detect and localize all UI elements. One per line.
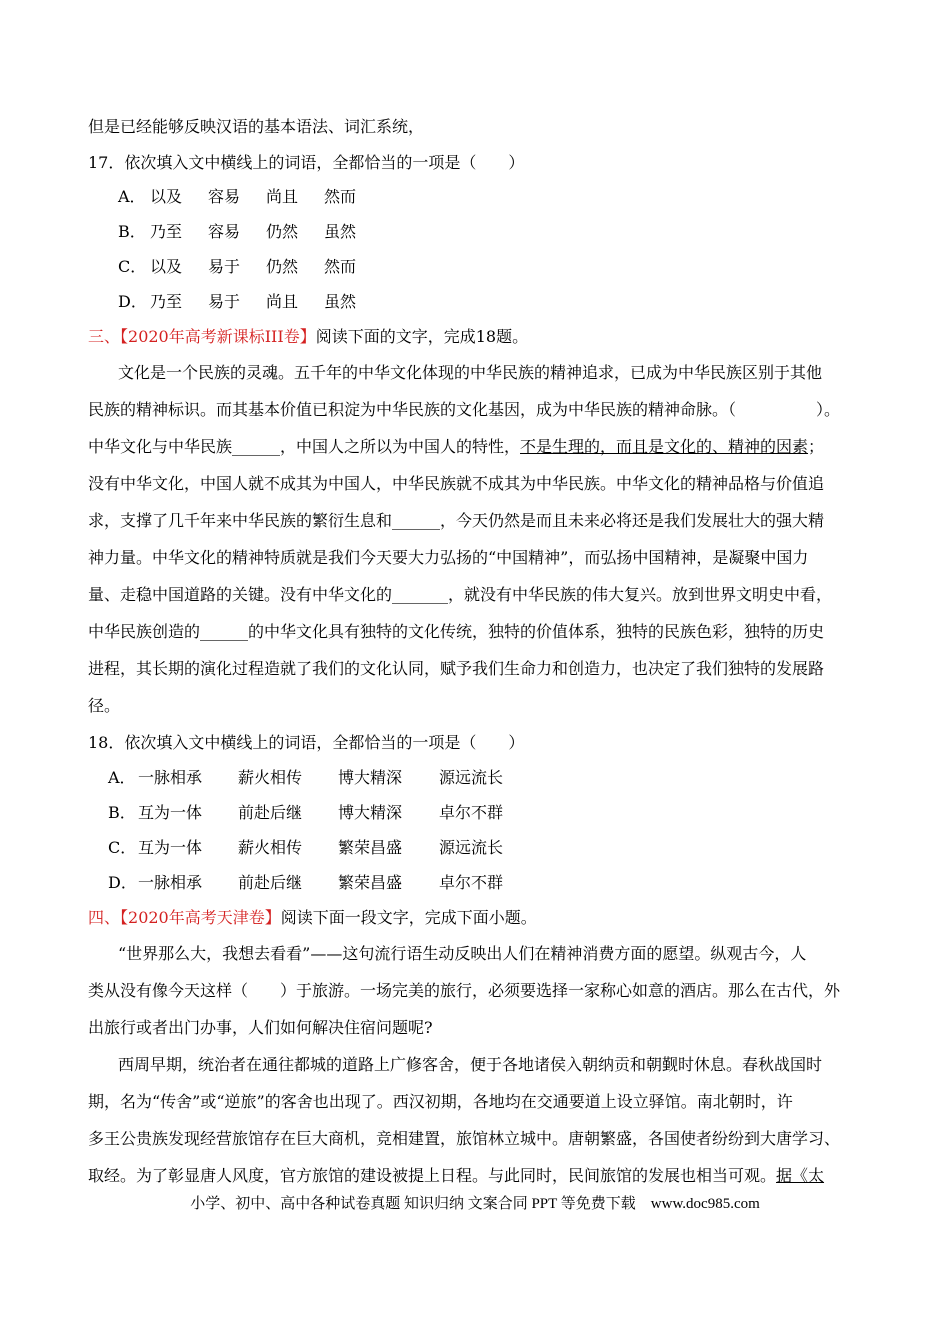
passage-line: 求，支撑了几千年来中华民族的繁衍生息和______，今天仍然是而且未来必将还是我们发展壮大的强大精 [88, 511, 825, 530]
passage-line: 中华民族创造的______的中华文化具有独特的文化传统，独特的价值体系，独特的民族色彩，独特的历史 [88, 622, 825, 641]
option-word: 繁荣昌盛 [338, 873, 403, 892]
passage-segment: 取经。为了彰显唐人风度，官方旅馆的建设被提上日程。与此同时，民间旅馆的发展也相当可观。 [88, 1166, 777, 1185]
option-word: 繁荣昌盛 [338, 838, 403, 857]
section-instruction: 阅读下面一段文字，完成下面小题。 [280, 908, 537, 927]
option-word: 以及 [150, 257, 183, 276]
option-word: 一脉相承 [138, 873, 203, 892]
option-word: 然而 [324, 187, 357, 206]
passage-line [88, 1166, 824, 1186]
option-label: B． [108, 803, 136, 822]
underlined-sentence: 不是生理的，而且是文化的、精神的因素 [520, 437, 809, 456]
section-source: 【2020年高考新课标III卷】 [120, 327, 316, 346]
passage-line: 西周早期，统治者在通往都城的道路上广修客舍，便于各地诸侯入朝纳贡和朝觐时休息。春秋战国时 [118, 1055, 823, 1074]
passage-line: 没有中华文化，中国人就不成其为中国人，中华民族就不成其为中华民族。中华文化的精神品格与价值追 [88, 474, 825, 493]
option-word: 前赴后继 [238, 803, 303, 822]
option-word: 互为一体 [138, 838, 203, 857]
passage-segment: ； [808, 437, 825, 456]
passage-line: 神力量。中华文化的精神特质就是我们今天要大力弘扬的“中国精神”，而弘扬中国精神，是凝聚中国力 [88, 548, 809, 567]
option-word: 博大精深 [338, 803, 403, 822]
option-word: 容易 [208, 222, 241, 241]
option-word: 卓尔不群 [439, 873, 504, 892]
section-instruction: 阅读下面的文字，完成18题。 [315, 327, 529, 346]
option-word: 乃至 [150, 222, 183, 241]
section-source: 【2020年高考天津卷】 [120, 908, 281, 927]
passage-line: “世界那么大，我想去看看”——这句流行语生动反映出人们在精神消费方面的愿望。纵观古今，人 [118, 944, 807, 963]
passage-line: 量、走稳中国道路的关键。没有中华文化的_______，就没有中华民族的伟大复兴。放到世界文明史中看， [88, 585, 833, 604]
option-label: B． [118, 222, 146, 241]
section-number: 四、 [88, 908, 121, 927]
option-word: 一脉相承 [138, 768, 203, 787]
option-word: 卓尔不群 [439, 803, 504, 822]
section-3-header [88, 327, 528, 347]
passage-line: 类从没有像今天这样（ ）于旅游。一场完美的旅行，必须要选择一家称心如意的酒店。那么在古代，外 [88, 981, 841, 1000]
option-word: 源远流长 [439, 768, 504, 787]
option-word: 然而 [324, 257, 357, 276]
option-word: 容易 [208, 187, 241, 206]
section-number: 三、 [88, 327, 121, 346]
option-label: A． [108, 768, 136, 787]
question-18-stem: 18．依次填入文中横线上的词语，全都恰当的一项是（ ） [88, 733, 525, 752]
option-label: C． [108, 838, 137, 857]
option-word: 尚且 [266, 187, 299, 206]
option-word: 前赴后继 [238, 873, 303, 892]
footer-watermark: 小学、初中、高中各种试卷真题 知识归纳 文案合同 PPT 等免费下载 www.doc985.com [190, 1196, 760, 1212]
option-word: 虽然 [324, 292, 357, 311]
lead-line: 但是已经能够反映汉语的基本语法、词汇系统， [88, 117, 425, 136]
option-word: 尚且 [266, 292, 299, 311]
option-label: D． [118, 292, 147, 311]
option-label: C． [118, 257, 147, 276]
passage-line: 文化是一个民族的灵魂。五千年的中华文化体现的中华民族的精神追求，已成为中华民族区别于其他 [118, 363, 823, 382]
option-word: 源远流长 [439, 838, 504, 857]
passage-segment-underlined: 据《太 [776, 1166, 825, 1185]
option-word: 互为一体 [138, 803, 203, 822]
option-word: 博大精深 [338, 768, 403, 787]
section-4-header [88, 908, 537, 928]
option-label: A． [118, 187, 146, 206]
option-word: 以及 [150, 187, 183, 206]
passage-line: 民族的精神标识。而其基本价值已积淀为中华民族的文化基因，成为中华民族的精神命脉。（ ）。 [88, 400, 841, 419]
option-word: 薪火相传 [238, 768, 303, 787]
option-word: 薪火相传 [238, 838, 303, 857]
option-word: 易于 [208, 292, 241, 311]
passage-line: 径。 [88, 696, 121, 715]
question-17-stem: 17．依次填入文中横线上的词语，全都恰当的一项是（ ） [88, 153, 525, 172]
option-word: 虽然 [324, 222, 357, 241]
option-label: D． [108, 873, 137, 892]
option-word: 仍然 [266, 222, 299, 241]
option-word: 仍然 [266, 257, 299, 276]
passage-line: 多王公贵族发现经营旅馆存在巨大商机，竞相建置，旅馆林立城中。唐朝繁盛，各国使者纷纷到大唐学习、 [88, 1129, 841, 1148]
passage-line: 期，名为“传舍”或“逆旅”的客舍也出现了。西汉初期，各地均在交通要道上设立驿馆。南北朝时，许 [88, 1092, 793, 1111]
option-word: 乃至 [150, 292, 183, 311]
passage-line: 进程，其长期的演化过程造就了我们的文化认同，赋予我们生命力和创造力，也决定了我们独特的发展路 [88, 659, 825, 678]
option-word: 易于 [208, 257, 241, 276]
passage-segment: 中华文化与中华民族______，中国人之所以为中国人的特性， [88, 437, 521, 456]
passage-line [88, 437, 824, 457]
passage-line: 出旅行或者出门办事，人们如何解决住宿问题呢? [88, 1018, 433, 1037]
